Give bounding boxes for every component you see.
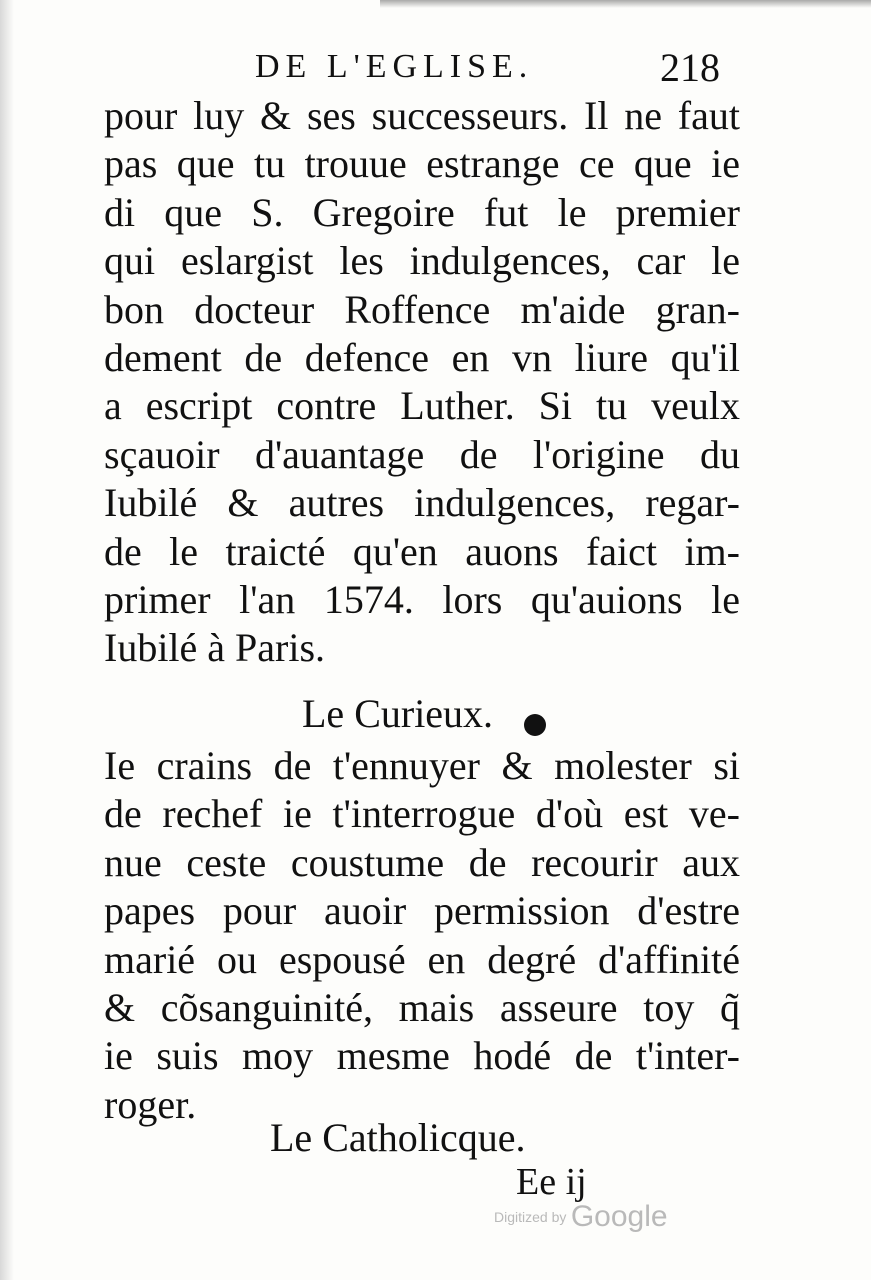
signature-mark: Ee ij bbox=[516, 1161, 587, 1203]
text-line: bon docteur Roffence m'aide gran- bbox=[104, 286, 740, 332]
watermark-brand: Google bbox=[570, 1200, 668, 1233]
top-edge-shadow bbox=[380, 0, 871, 8]
text-line: roger. bbox=[104, 1081, 197, 1127]
page-number: 218 bbox=[660, 45, 720, 90]
text-line: dement de defence en vn liure qu'il bbox=[104, 335, 740, 381]
text-line: de le traicté qu'en auons faict im- bbox=[104, 528, 740, 574]
text-line: marié ou espousé en degré d'affinité bbox=[104, 936, 740, 982]
text-line: pas que tu trouue estrange ce que ie bbox=[104, 141, 740, 187]
text-line: & cõsanguinité, mais asseure toy q̃ bbox=[104, 985, 740, 1031]
text-line: nue ceste coustume de recourir aux bbox=[104, 839, 740, 885]
text-line: Ie crains de t'ennuyer & molester si bbox=[104, 743, 740, 788]
text-line: ie suis moy mesme hodé de t'inter- bbox=[104, 1033, 740, 1079]
text-line: a escript contre Luther. Si tu veulx bbox=[104, 383, 740, 429]
page-edge-shadow bbox=[0, 0, 14, 1280]
paragraph-1 bbox=[104, 92, 740, 673]
watermark-prefix: Digitized by bbox=[494, 1209, 567, 1225]
paragraph-2 bbox=[104, 742, 740, 1129]
text-line: Iubilé & autres indulgences, regar- bbox=[104, 480, 740, 526]
speaker-heading-catholicque: Le Catholicque. bbox=[270, 1115, 526, 1160]
text-line: papes pour auoir permission d'estre bbox=[104, 888, 740, 934]
digitized-watermark bbox=[494, 1200, 668, 1234]
text-line: qui eslargist les indulgences, car le bbox=[104, 238, 740, 284]
speaker-heading-curieux: Le Curieux. bbox=[302, 691, 494, 736]
ink-blot bbox=[524, 714, 546, 736]
running-head: DE L'EGLISE. bbox=[255, 48, 534, 85]
text-line: pour luy & ses successeurs. Il ne faut bbox=[104, 93, 740, 138]
text-line: Iubilé à Paris. bbox=[104, 625, 326, 671]
text-line: de rechef ie t'interrogue d'où est ve- bbox=[104, 791, 740, 837]
text-line: di que S. Gregoire fut le premier bbox=[104, 189, 740, 235]
text-line: primer l'an 1574. lors qu'auions le bbox=[104, 577, 740, 623]
text-line: sçauoir d'auantage de l'origine du bbox=[104, 431, 740, 477]
